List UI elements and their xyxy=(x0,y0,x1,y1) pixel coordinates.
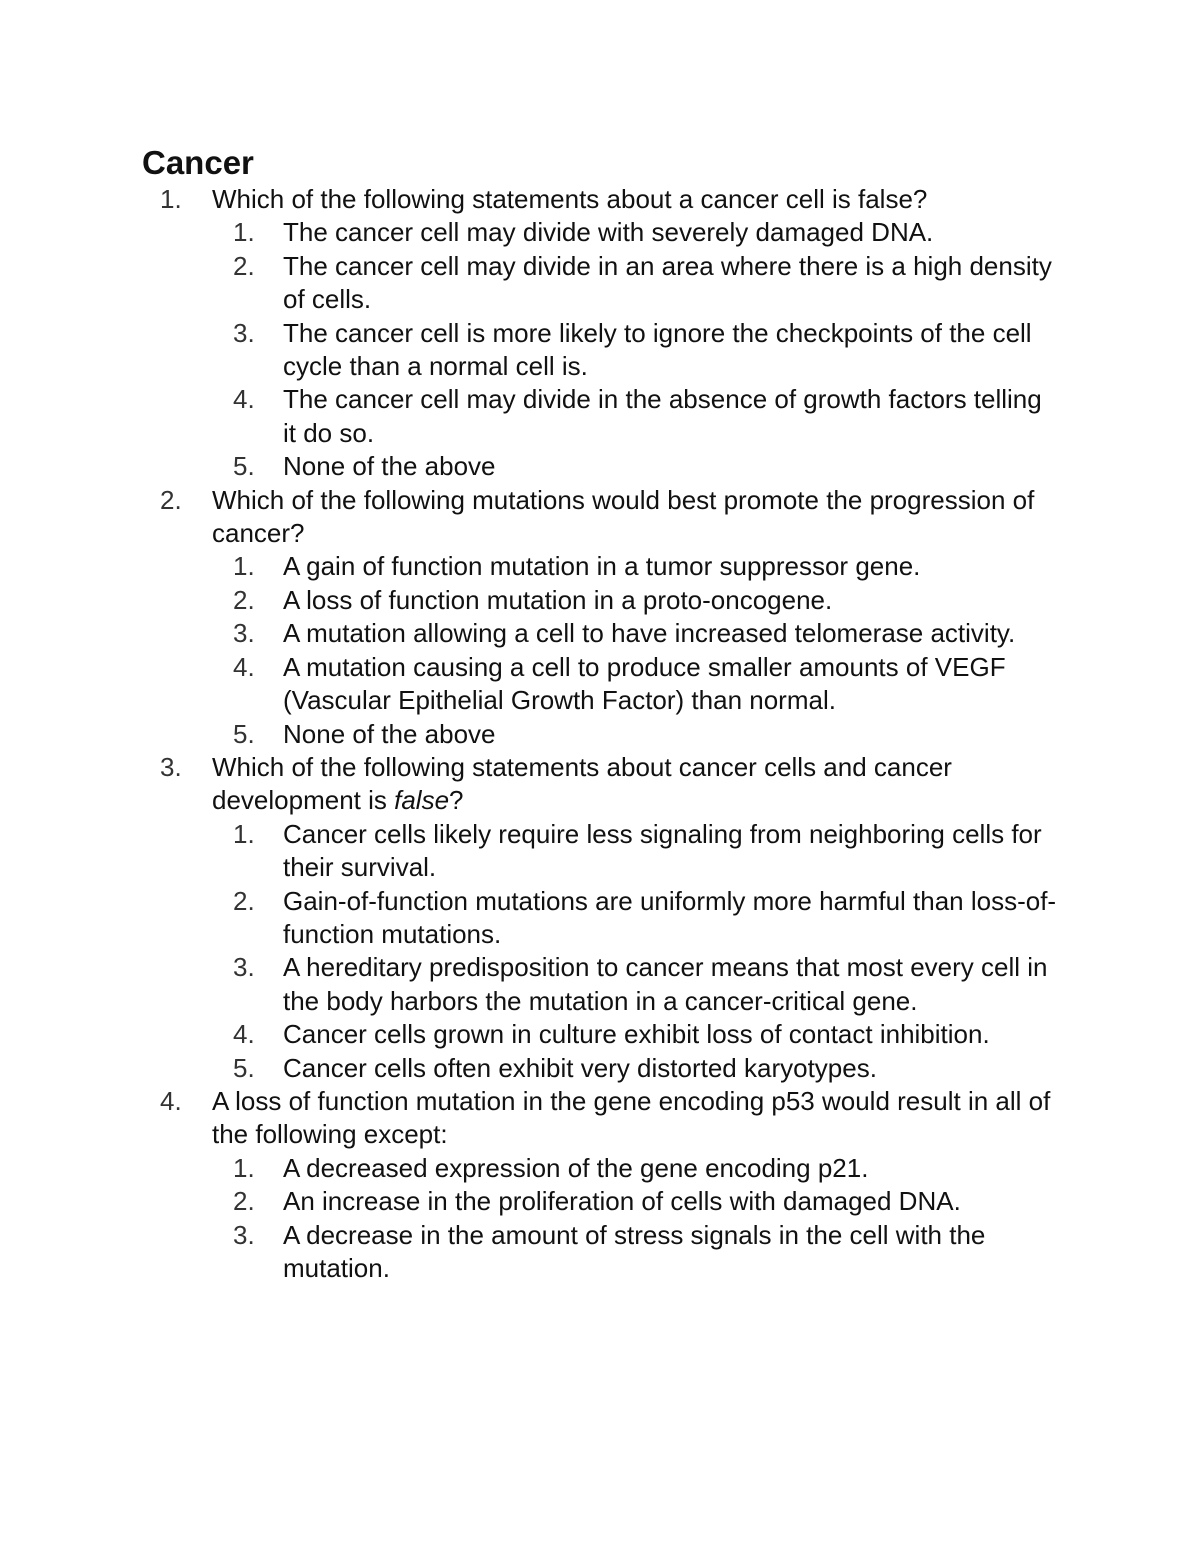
question-text-start: Which of the following statements about cancer cells and cancer development is xyxy=(212,751,952,816)
option-text: A gain of function mutation in a tumor suppressor gene. xyxy=(283,551,921,582)
question-item xyxy=(0,183,1200,484)
option-item xyxy=(212,1219,1060,1286)
option-text: None of the above xyxy=(283,451,496,482)
question-text-emphasis: false xyxy=(394,785,450,816)
option-number: 4. xyxy=(233,1019,255,1050)
option-number: 4. xyxy=(233,651,255,682)
option-item xyxy=(212,584,1060,617)
option-number: 1. xyxy=(233,818,255,849)
option-number: 5. xyxy=(233,718,255,749)
question-number: 1. xyxy=(160,184,182,214)
option-text: A mutation causing a cell to produce smaller amounts of VEGF (Vascular Epithelial Growth Factor) than normal. xyxy=(283,651,1006,716)
question-text-end: ? xyxy=(449,785,464,816)
option-text: A mutation allowing a cell to have increased telomerase activity. xyxy=(283,618,1016,649)
option-text: A loss of function mutation in a proto-oncogene. xyxy=(283,584,833,615)
option-item xyxy=(212,250,1060,317)
question-text: A loss of function mutation in the gene encoding p53 would result in all of the following except: xyxy=(212,1085,1051,1150)
option-item xyxy=(212,818,1060,885)
option-text: The cancer cell is more likely to ignore the checkpoints of the cell cycle than a normal cell is. xyxy=(283,317,1032,382)
option-number: 4. xyxy=(233,384,255,415)
option-item xyxy=(212,1185,1060,1218)
option-number: 5. xyxy=(233,1052,255,1083)
option-text: A hereditary predisposition to cancer means that most every cell in the body harbors the mutation in a cancer-critical gene. xyxy=(283,952,1048,1016)
option-number: 1. xyxy=(233,1152,255,1183)
option-item xyxy=(212,383,1060,450)
option-number: 5. xyxy=(233,451,255,482)
option-text: A decrease in the amount of stress signals in the cell with the mutation. xyxy=(283,1219,986,1283)
option-number: 1. xyxy=(233,217,255,248)
option-text: Cancer cells grown in culture exhibit loss of contact inhibition. xyxy=(283,1019,990,1050)
option-item xyxy=(212,550,1060,583)
option-number: 2. xyxy=(233,885,255,916)
option-item xyxy=(212,450,1060,483)
option-item xyxy=(212,317,1060,384)
question-number: 3. xyxy=(160,751,182,782)
option-item xyxy=(212,651,1060,718)
question-number: 2. xyxy=(160,484,182,515)
option-number: 2. xyxy=(233,584,255,615)
option-list xyxy=(212,550,1060,750)
option-text: A decreased expression of the gene encoding p21. xyxy=(283,1152,869,1183)
option-text: The cancer cell may divide in an area where there is a high density of cells. xyxy=(283,250,1052,315)
option-number: 2. xyxy=(233,250,255,281)
option-text: None of the above xyxy=(283,718,496,749)
option-list xyxy=(212,818,1060,1085)
question-text: Which of the following mutations would best promote the progression of cancer? xyxy=(212,484,1035,549)
option-text: The cancer cell may divide in the absence of growth factors telling it do so. xyxy=(283,384,1042,448)
question-text xyxy=(212,752,952,815)
option-item xyxy=(212,885,1060,952)
question-text: Which of the following statements about a cancer cell is false? xyxy=(212,184,928,214)
option-item xyxy=(212,216,1060,249)
option-item xyxy=(212,1152,1060,1185)
option-number: 1. xyxy=(233,551,255,582)
question-number: 4. xyxy=(160,1085,182,1116)
option-item xyxy=(212,1018,1060,1051)
option-text: The cancer cell may divide with severely damaged DNA. xyxy=(283,217,934,248)
option-item xyxy=(212,951,1060,1018)
page-title: Cancer xyxy=(142,144,254,181)
option-number: 3. xyxy=(233,618,255,649)
option-text: Cancer cells often exhibit very distorted karyotypes. xyxy=(283,1052,877,1083)
option-list xyxy=(212,216,1060,483)
option-number: 3. xyxy=(233,317,255,348)
option-item xyxy=(212,1052,1060,1085)
option-number: 3. xyxy=(233,1219,255,1250)
option-list xyxy=(212,1152,1060,1286)
option-text: Cancer cells likely require less signaling from neighboring cells for their survival. xyxy=(283,818,1042,883)
option-text: An increase in the proliferation of cells with damaged DNA. xyxy=(283,1186,961,1217)
option-number: 3. xyxy=(233,952,255,983)
option-text: Gain-of-function mutations are uniformly more harmful than loss-of-function mutations. xyxy=(283,885,1057,949)
question-list xyxy=(0,183,1200,1285)
option-item xyxy=(212,718,1060,751)
question-item xyxy=(0,484,1200,751)
question-item xyxy=(0,751,1200,1085)
option-number: 2. xyxy=(233,1186,255,1217)
question-item xyxy=(0,1085,1200,1285)
option-item xyxy=(212,617,1060,650)
